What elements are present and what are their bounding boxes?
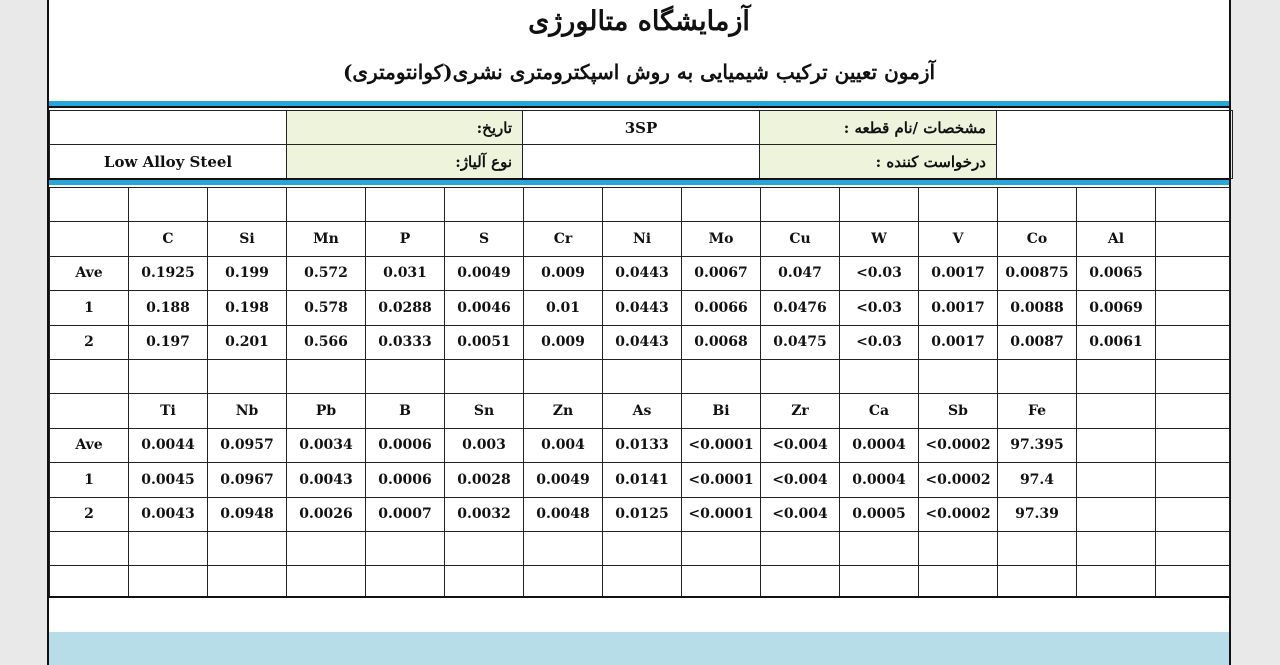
element-header: Bi <box>682 394 761 428</box>
value-cell: <0.03 <box>840 256 919 290</box>
empty-cell <box>129 359 208 393</box>
empty-cell <box>524 531 603 565</box>
element-header: S <box>445 222 524 256</box>
element-header: Mn <box>287 222 366 256</box>
row-label: Ave <box>50 256 129 290</box>
value-cell: 0.0048 <box>524 497 603 531</box>
measurement-row <box>50 291 1230 325</box>
value-cell: 0.0005 <box>840 497 919 531</box>
value-cell: <0.0002 <box>919 497 998 531</box>
value-cell: 0.0948 <box>208 497 287 531</box>
requester-label: درخواست کننده : <box>760 145 997 179</box>
element-header: Ni <box>603 222 682 256</box>
empty-cell <box>1156 188 1230 222</box>
empty-cell <box>682 531 761 565</box>
spacer-row <box>50 188 1230 222</box>
value-cell: 0.188 <box>129 291 208 325</box>
element-header: Sn <box>445 394 524 428</box>
part-label: مشخصات /نام قطعه : <box>760 111 997 145</box>
empty-cell <box>1156 325 1230 359</box>
element-header: Ca <box>840 394 919 428</box>
row-label: 1 <box>50 291 129 325</box>
value-cell: 0.198 <box>208 291 287 325</box>
value-cell: <0.0002 <box>919 428 998 462</box>
value-cell: 0.199 <box>208 256 287 290</box>
value-cell: 0.0028 <box>445 463 524 497</box>
element-header: Zn <box>524 394 603 428</box>
empty-cell <box>603 359 682 393</box>
info-divider <box>49 180 1229 185</box>
empty-cell <box>1156 256 1230 290</box>
empty-cell <box>1156 463 1230 497</box>
value-cell: 0.0087 <box>998 325 1077 359</box>
value-cell: <0.0001 <box>682 497 761 531</box>
empty-cell <box>287 359 366 393</box>
value-cell: 0.003 <box>445 428 524 462</box>
value-cell: <0.0001 <box>682 428 761 462</box>
empty-cell <box>682 188 761 222</box>
value-cell: 0.0007 <box>366 497 445 531</box>
empty-cell <box>1156 497 1230 531</box>
element-header: Mo <box>682 222 761 256</box>
value-cell: 0.047 <box>761 256 840 290</box>
element-header: Cu <box>761 222 840 256</box>
value-cell: 0.0967 <box>208 463 287 497</box>
alloy-label: نوع آلیاژ: <box>287 145 523 179</box>
element-header: Sb <box>919 394 998 428</box>
element-header-row <box>50 394 1230 428</box>
empty-cell <box>1156 394 1230 428</box>
value-cell: 0.0088 <box>998 291 1077 325</box>
empty-cell <box>50 394 129 428</box>
value-cell: 0.009 <box>524 256 603 290</box>
empty-cell <box>445 188 524 222</box>
footer-blank-row <box>49 596 1229 634</box>
info-table <box>49 110 1280 179</box>
alloy-value: Low Alloy Steel <box>50 145 287 179</box>
empty-cell <box>1077 188 1156 222</box>
empty-cell <box>50 531 129 565</box>
value-cell <box>1077 497 1156 531</box>
requester-value <box>523 145 760 179</box>
value-cell: 0.0004 <box>840 463 919 497</box>
part-value: 3SP <box>523 111 760 145</box>
value-cell: 0.0017 <box>919 256 998 290</box>
value-cell: 0.0957 <box>208 428 287 462</box>
empty-cell <box>129 188 208 222</box>
element-header: Co <box>998 222 1077 256</box>
empty-cell <box>445 359 524 393</box>
value-cell: 0.0049 <box>524 463 603 497</box>
value-cell: 0.0066 <box>682 291 761 325</box>
value-cell: 0.0026 <box>287 497 366 531</box>
empty-cell <box>1077 359 1156 393</box>
element-header: C <box>129 222 208 256</box>
value-cell: 0.578 <box>287 291 366 325</box>
value-cell: 0.0046 <box>445 291 524 325</box>
empty-cell <box>1077 531 1156 565</box>
row-label: 2 <box>50 325 129 359</box>
value-cell: 0.009 <box>524 325 603 359</box>
element-header: Pb <box>287 394 366 428</box>
empty-cell <box>1156 222 1230 256</box>
value-cell: 97.395 <box>998 428 1077 462</box>
element-header: Fe <box>998 394 1077 428</box>
empty-cell <box>998 531 1077 565</box>
value-cell: 0.0004 <box>840 428 919 462</box>
row-label: 2 <box>50 497 129 531</box>
empty-cell <box>1156 428 1230 462</box>
value-cell: <0.004 <box>761 497 840 531</box>
info-blank-right <box>997 111 1233 179</box>
empty-cell <box>366 188 445 222</box>
value-cell: 0.0443 <box>603 291 682 325</box>
value-cell: 0.0044 <box>129 428 208 462</box>
measurement-row <box>50 325 1230 359</box>
value-cell: 0.1925 <box>129 256 208 290</box>
info-blank <box>50 111 287 145</box>
element-header <box>1077 394 1156 428</box>
value-cell: <0.03 <box>840 291 919 325</box>
row-label: Ave <box>50 428 129 462</box>
value-cell: 0.0476 <box>761 291 840 325</box>
value-cell: 0.0069 <box>1077 291 1156 325</box>
value-cell: 0.572 <box>287 256 366 290</box>
empty-cell <box>919 359 998 393</box>
empty-cell <box>998 188 1077 222</box>
value-cell: 0.0333 <box>366 325 445 359</box>
value-cell: 0.0017 <box>919 291 998 325</box>
empty-cell <box>50 359 129 393</box>
empty-cell <box>1156 291 1230 325</box>
value-cell: 0.0034 <box>287 428 366 462</box>
value-cell: 0.0006 <box>366 428 445 462</box>
empty-cell <box>603 531 682 565</box>
value-cell: 0.197 <box>129 325 208 359</box>
empty-cell <box>208 188 287 222</box>
element-header: Si <box>208 222 287 256</box>
value-cell: <0.0001 <box>682 463 761 497</box>
spacer-row <box>50 359 1230 393</box>
element-header: Zr <box>761 394 840 428</box>
empty-cell <box>761 188 840 222</box>
footer-band <box>49 632 1229 665</box>
empty-cell <box>919 531 998 565</box>
measurement-row <box>50 497 1230 531</box>
empty-cell <box>50 222 129 256</box>
element-header: P <box>366 222 445 256</box>
empty-cell <box>208 531 287 565</box>
element-header: W <box>840 222 919 256</box>
value-cell <box>1077 428 1156 462</box>
measurement-row <box>50 463 1230 497</box>
empty-cell <box>524 359 603 393</box>
empty-cell <box>50 188 129 222</box>
value-cell: 0.0045 <box>129 463 208 497</box>
row-label: 1 <box>50 463 129 497</box>
empty-cell <box>1156 359 1230 393</box>
test-subtitle: آزمون تعیین ترکیب شیمیایی به روش اسپکترومتری نشری(کوانتومتری) <box>342 60 936 84</box>
value-cell: 97.4 <box>998 463 1077 497</box>
empty-cell <box>840 359 919 393</box>
empty-cell <box>761 359 840 393</box>
value-cell: 0.0288 <box>366 291 445 325</box>
empty-cell <box>208 359 287 393</box>
report-sheet <box>47 0 1231 665</box>
value-cell: 0.0032 <box>445 497 524 531</box>
element-header: Ti <box>129 394 208 428</box>
value-cell: 0.0125 <box>603 497 682 531</box>
value-cell: 0.031 <box>366 256 445 290</box>
value-cell: 0.0049 <box>445 256 524 290</box>
value-cell: 0.0133 <box>603 428 682 462</box>
empty-cell <box>840 188 919 222</box>
empty-cell <box>603 188 682 222</box>
element-header-row <box>50 222 1230 256</box>
measurement-row <box>50 428 1230 462</box>
value-cell: 0.0068 <box>682 325 761 359</box>
value-cell: 0.0475 <box>761 325 840 359</box>
element-header: Al <box>1077 222 1156 256</box>
value-cell: 0.0006 <box>366 463 445 497</box>
value-cell: 0.0443 <box>603 256 682 290</box>
value-cell: 0.0065 <box>1077 256 1156 290</box>
value-cell: <0.03 <box>840 325 919 359</box>
value-cell: 0.00875 <box>998 256 1077 290</box>
empty-cell <box>761 531 840 565</box>
element-header: V <box>919 222 998 256</box>
empty-cell <box>1156 531 1230 565</box>
value-cell: 0.0051 <box>445 325 524 359</box>
empty-cell <box>919 188 998 222</box>
value-cell: 0.0017 <box>919 325 998 359</box>
value-cell: 0.01 <box>524 291 603 325</box>
element-header: Cr <box>524 222 603 256</box>
value-cell: 0.0443 <box>603 325 682 359</box>
date-label: تاریخ: <box>287 111 523 145</box>
value-cell: 0.0067 <box>682 256 761 290</box>
value-cell: 97.39 <box>998 497 1077 531</box>
empty-cell <box>129 531 208 565</box>
value-cell: 0.0043 <box>129 497 208 531</box>
element-header: B <box>366 394 445 428</box>
value-cell: 0.004 <box>524 428 603 462</box>
value-cell: <0.0002 <box>919 463 998 497</box>
value-cell: 0.0061 <box>1077 325 1156 359</box>
empty-cell <box>524 188 603 222</box>
value-cell: 0.0141 <box>603 463 682 497</box>
lab-title: آزمایشگاه متالورژی <box>528 6 750 37</box>
measurement-row <box>50 256 1230 290</box>
empty-cell <box>287 531 366 565</box>
empty-cell <box>366 359 445 393</box>
composition-table <box>49 187 1230 601</box>
value-cell: <0.004 <box>761 463 840 497</box>
value-cell: 0.566 <box>287 325 366 359</box>
empty-cell <box>998 359 1077 393</box>
element-header: Nb <box>208 394 287 428</box>
spacer-row <box>50 531 1230 565</box>
empty-cell <box>682 359 761 393</box>
element-header: As <box>603 394 682 428</box>
value-cell: <0.004 <box>761 428 840 462</box>
empty-cell <box>366 531 445 565</box>
header-divider-line <box>49 106 1229 108</box>
value-cell: 0.0043 <box>287 463 366 497</box>
empty-cell <box>840 531 919 565</box>
value-cell <box>1077 463 1156 497</box>
empty-cell <box>445 531 524 565</box>
empty-cell <box>287 188 366 222</box>
value-cell: 0.201 <box>208 325 287 359</box>
